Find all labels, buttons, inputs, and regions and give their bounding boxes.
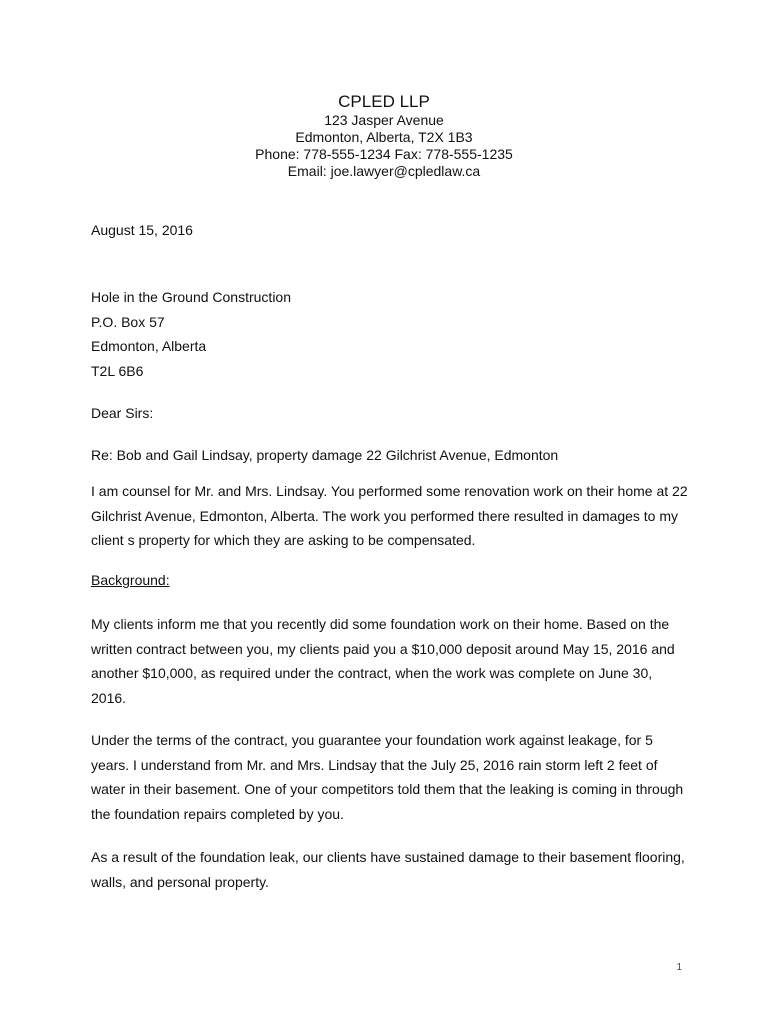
background-paragraph-1: My clients inform me that you recently did some foundation work on their home. Based on the written contract between you, my clients paid you a $10,000 deposit around May 15, 2016 and another $10,000, as required under the contract, when the work was complete on June 30, 2016. xyxy=(91,616,675,706)
recipient-postal-code: T2L 6B6 xyxy=(91,362,144,379)
background-heading: Background: xyxy=(91,572,170,588)
recipient-po-box: P.O. Box 57 xyxy=(91,313,165,330)
recipient-name: Hole in the Ground Construction xyxy=(91,289,291,305)
re-line: Re: Bob and Gail Lindsay, property damage 22 Gilchrist Avenue, Edmonton xyxy=(91,447,559,463)
firm-city: Edmonton, Alberta, T2X 1B3 xyxy=(295,129,473,145)
recipient-city: Edmonton, Alberta xyxy=(91,338,207,354)
firm-email: Email: joe.lawyer@cpledlaw.ca xyxy=(287,163,481,179)
background-paragraph-2: Under the terms of the contract, you guarantee your foundation work against leakage, for 5 years. I understand from Mr. and Mrs. Lindsay that the July 25, 2016 rain storm left 2 feet of water in their basement. One of your competitors told them that the leaking is coming in through the foundation repairs completed by you. xyxy=(91,732,684,822)
background-paragraph-3: As a result of the foundation leak, our clients have sustained damage to their basement flooring, walls, and personal property. xyxy=(91,849,685,890)
firm-phone-fax: Phone: 778-555-1234 Fax: 778-555-1235 xyxy=(255,146,513,162)
page-number: 1 xyxy=(676,962,682,973)
intro-paragraph: I am counsel for Mr. and Mrs. Lindsay. You performed some renovation work on their home at 22 Gilchrist Avenue, Edmonton, Alberta. The work you performed there resulted in damages to my client s property for which they are asking to be compensated. xyxy=(91,483,688,548)
firm-street: 123 Jasper Avenue xyxy=(324,112,444,128)
recipient-address xyxy=(91,285,691,383)
firm-name: CPLED LLP xyxy=(338,92,430,111)
salutation: Dear Sirs: xyxy=(91,405,154,421)
letter-date: August 15, 2016 xyxy=(91,222,193,238)
letterhead xyxy=(0,92,768,180)
